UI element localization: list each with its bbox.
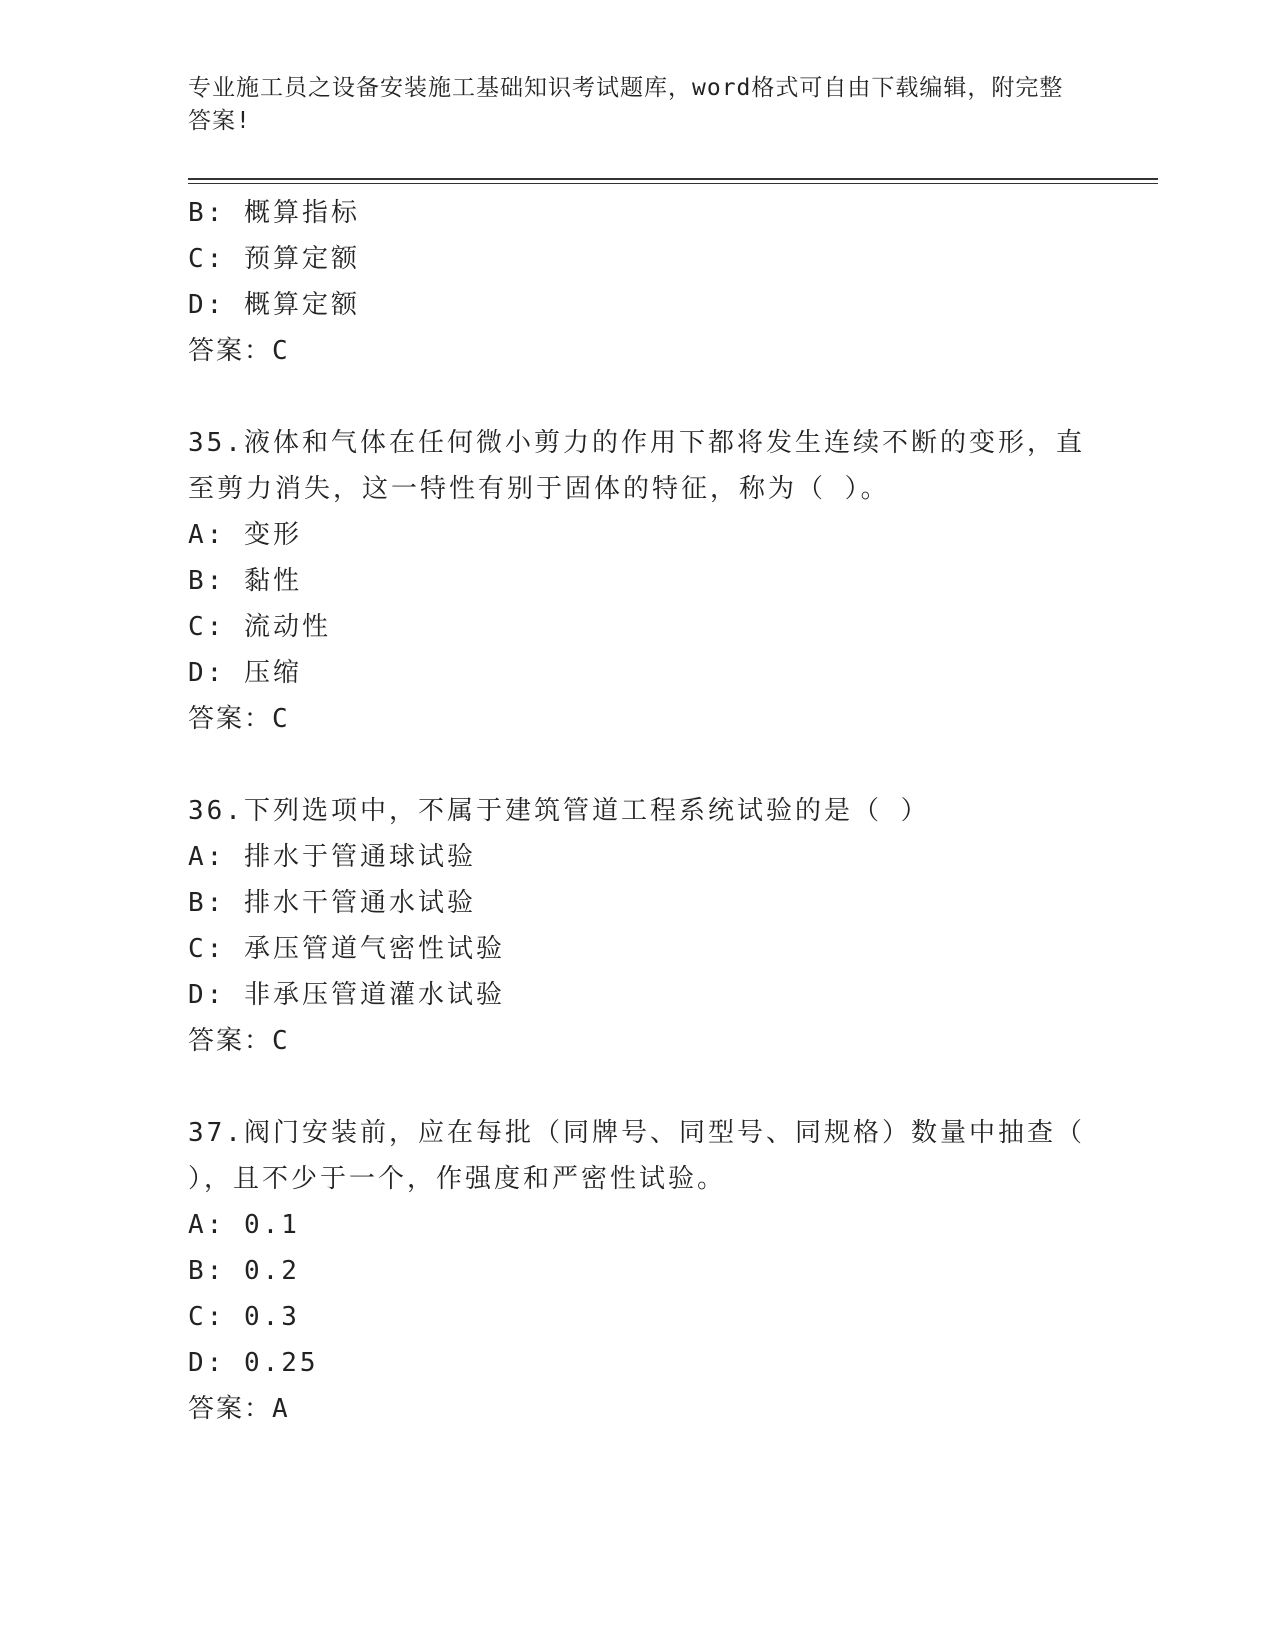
option-a: A: 变形 <box>188 520 302 550</box>
answer-line: 答案：A <box>188 1394 290 1424</box>
question-block <box>188 788 1088 1064</box>
option-a: A: 排水于管通球试验 <box>188 842 476 872</box>
option-c: C: 流动性 <box>188 612 331 642</box>
question-block <box>188 190 1088 374</box>
answer-line: 答案：C <box>188 1026 290 1056</box>
header-rule <box>188 178 1158 180</box>
option-d: D: 压缩 <box>188 658 302 688</box>
option-b: B: 0.2 <box>188 1256 300 1286</box>
question-text: 37.阀门安装前，应在每批（同牌号、同型号、同规格）数量中抽查（ ），且不少于一个，作强度和严密性试验。 <box>188 1118 1085 1194</box>
option-b: B: 概算指标 <box>188 198 360 228</box>
header-rule-thin <box>188 183 1158 184</box>
answer-line: 答案：C <box>188 336 290 366</box>
question-text: 35.液体和气体在任何微小剪力的作用下都将发生连续不断的变形，直至剪力消失，这一特性有别于固体的特征，称为（ ）。 <box>188 428 1085 504</box>
option-d: D: 非承压管道灌水试验 <box>188 980 505 1010</box>
option-b: B: 黏性 <box>188 566 302 596</box>
option-a: A: 0.1 <box>188 1210 300 1240</box>
question-text: 36.下列选项中，不属于建筑管道工程系统试验的是（ ） <box>188 796 930 826</box>
option-b: B: 排水干管通水试验 <box>188 888 476 918</box>
option-c: C: 预算定额 <box>188 244 360 274</box>
option-d: D: 0.25 <box>188 1348 319 1378</box>
question-list <box>188 190 1088 1478</box>
document-header: 专业施工员之设备安装施工基础知识考试题库，word格式可自由下载编辑，附完整答案! <box>188 75 1064 134</box>
option-c: C: 承压管道气密性试验 <box>188 934 505 964</box>
question-block <box>188 1110 1088 1432</box>
option-c: C: 0.3 <box>188 1302 300 1332</box>
option-d: D: 概算定额 <box>188 290 360 320</box>
answer-line: 答案：C <box>188 704 290 734</box>
question-block <box>188 420 1088 742</box>
